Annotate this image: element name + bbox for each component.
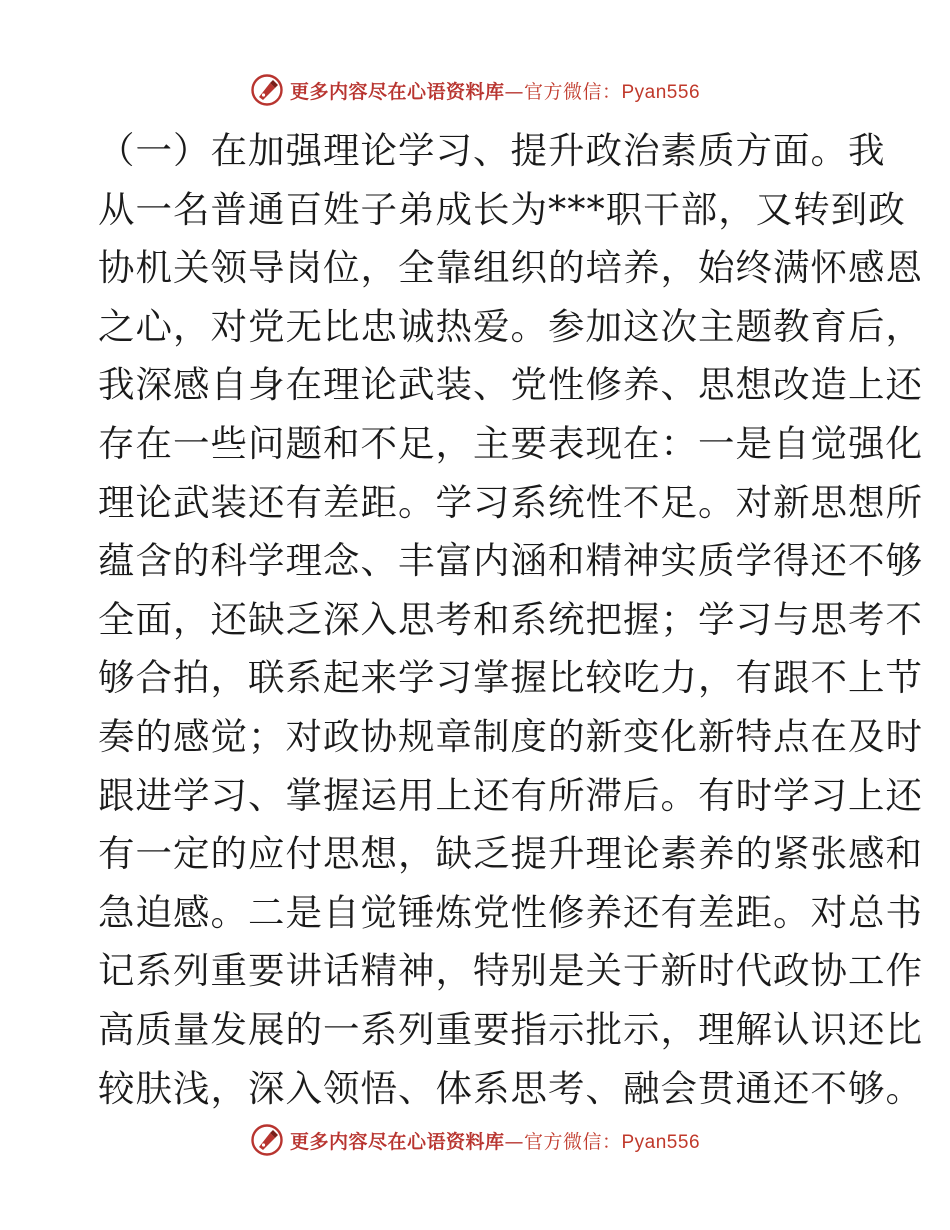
header-banner-text	[290, 77, 700, 104]
body-line: 奏的感觉；对政协规章制度的新变化新特点在及时	[98, 714, 923, 758]
footer-banner-text	[290, 1127, 700, 1154]
footer-wechat-label: 官方微信：	[523, 1130, 622, 1153]
pen-nib-logo-icon	[250, 1123, 284, 1157]
body-line: 高质量发展的一系列重要指示批示，理解认识还比	[98, 1007, 923, 1051]
footer-banner	[0, 1120, 950, 1160]
body-line: 全面，还缺乏深入思考和系统把握；学习与思考不	[98, 597, 923, 641]
body-line: 蕴含的科学理念、丰富内涵和精神实质学得还不够	[98, 539, 923, 583]
body-line: 记系列重要讲话精神，特别是关于新时代政协工作	[98, 949, 923, 993]
body-line: 协机关领导岗位，全靠组织的培养，始终满怀感恩	[98, 246, 923, 290]
header-banner	[0, 70, 950, 110]
body-line: 急迫感。二是自觉锤炼党性修养还有差距。对总书	[98, 890, 923, 934]
body-line: 我深感自身在理论武装、党性修养、思想改造上还	[98, 363, 923, 407]
footer-wechat-account: Pyan556	[621, 1131, 701, 1153]
footer-dash: —	[504, 1130, 524, 1153]
body-line: 理论武装还有差距。学习系统性不足。对新思想所	[98, 480, 923, 524]
body-line: （一）在加强理论学习、提升政治素质方面。我	[98, 129, 886, 172]
header-wechat-account: Pyan556	[621, 81, 701, 103]
pen-nib-logo-icon	[250, 73, 284, 107]
footer-promo-text: 更多内容尽在心语资料库	[289, 1130, 505, 1153]
body-line: 存在一些问题和不足，主要表现在：一是自觉强化	[98, 421, 923, 465]
body-line: 有一定的应付思想，缺乏提升理论素养的紧张感和	[98, 832, 923, 876]
body-line: 跟进学习、掌握运用上还有所滞后。有时学习上还	[98, 773, 923, 817]
body-paragraph	[98, 122, 923, 1118]
body-line: 较肤浅，深入领悟、体系思考、融会贯通还不够。	[98, 1066, 923, 1110]
header-dash: —	[504, 80, 524, 103]
body-line: 从一名普通百姓子弟成长为***职干部，又转到政	[98, 187, 906, 231]
header-promo-text: 更多内容尽在心语资料库	[289, 80, 505, 103]
body-line: 之心，对党无比忠诚热爱。参加这次主题教育后，	[98, 304, 923, 348]
header-wechat-label: 官方微信：	[523, 80, 622, 103]
body-line: 够合拍，联系起来学习掌握比较吃力，有跟不上节	[98, 656, 923, 700]
